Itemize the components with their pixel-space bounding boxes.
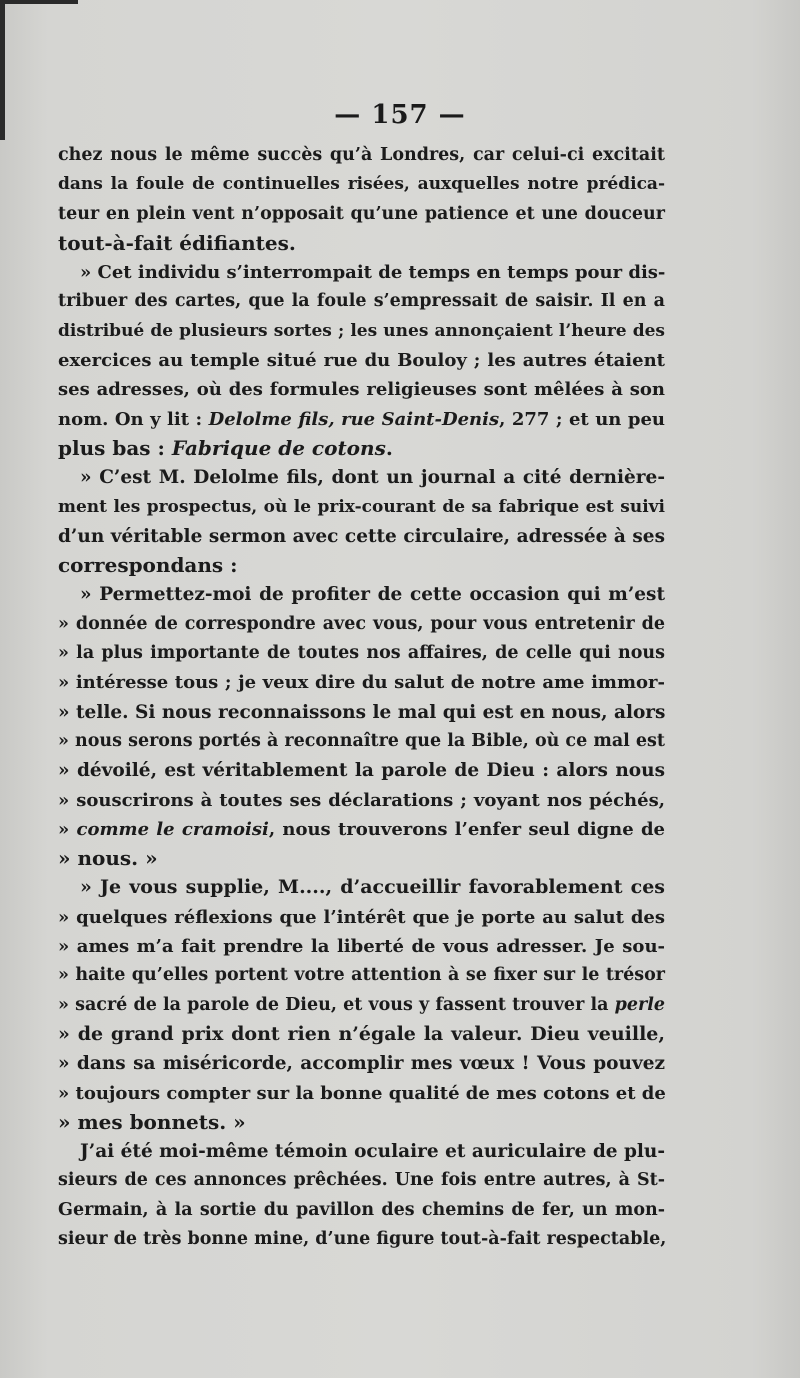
text-line: ment les prospectus, où le prix-courant de sa fabrique est suivi (58, 496, 665, 517)
text-line: » dévoilé, est véritablement la parole de Dieu : alors nous (58, 760, 665, 782)
text-line: d’un véritable sermon avec cette circulaire, adressée à ses (58, 525, 665, 547)
text-line: Germain, à la sortie du pavillon des chemins de fer, un mon- (58, 1199, 665, 1220)
text-line: » dans sa miséricorde, accomplir mes vœux ! Vous pouvez (58, 1053, 665, 1075)
text-line: » la plus importante de toutes nos affaires, de celle qui nous (58, 643, 665, 664)
text-line: » mes bonnets. » (58, 1109, 246, 1134)
text-line: distribué de plusieurs sortes ; les unes annonçaient l’heure des (58, 320, 665, 341)
text-line: » donnée de correspondre avec vous, pour vous entretenir de (58, 613, 665, 634)
text-line: sieur de très bonne mine, d’une figure tout-à-fait respectable, (58, 1228, 667, 1249)
text-line: chez nous le même succès qu’à Londres, car celui-ci excitait (58, 145, 665, 165)
text-line: » sacré de la parole de Dieu, et vous y fassent trouver la perle (58, 994, 665, 1015)
text-line: » Permettez-moi de profiter de cette occasion qui m’est (80, 584, 665, 606)
emphasis-text: perle (614, 994, 665, 1015)
text-line: » souscrirons à toutes ses déclarations ; voyant nos péchés, (58, 789, 665, 811)
emphasis-text: Delolme fils, rue Saint-Denis (208, 408, 500, 430)
text-line: plus bas : Fabrique de cotons. (58, 435, 393, 460)
text-line: » ames m’a fait prendre la liberté de vous adresser. Je sou- (58, 936, 665, 958)
text-line: tout-à-fait édifiantes. (58, 230, 296, 255)
text-line: dans la foule de continuelles risées, auxquelles notre prédica- (58, 174, 665, 195)
text-line: » Cet individu s’interrompait de temps en temps pour dis- (80, 262, 666, 284)
body-text (58, 141, 665, 1254)
text-line: nom. On y lit : Delolme fils, rue Saint-Denis, 277 ; et un peu (58, 408, 665, 430)
text-line: J’ai été moi-même témoin oculaire et auriculaire de plu- (80, 1141, 666, 1163)
text-line: » intéresse tous ; je veux dire du salut de notre ame immor- (58, 672, 665, 694)
emphasis-text: comme le cramoisi (76, 818, 269, 840)
text-line: ses adresses, où des formules religieuses sont mêlées à son (58, 379, 665, 401)
text-line: » de grand prix dont rien n’égale la valeur. Dieu veuille, (58, 1022, 665, 1045)
text-line: exercices au temple situé rue du Bouloy ; les autres étaient (58, 350, 665, 372)
text-line: » nous. » (58, 846, 158, 871)
page-number: — 157 — (334, 100, 466, 130)
text-line: teur en plein vent n’opposait qu’une patience et une douceur (58, 203, 665, 224)
text-line: » quelques réflexions que l’intérêt que je porte au salut des (58, 906, 665, 928)
text-line: tribuer des cartes, que la foule s’empressait de saisir. Il en a (58, 291, 665, 312)
text-line: » telle. Si nous reconnaissons le mal qui est en nous, alors (58, 701, 666, 723)
text-line: » comme le cramoisi, nous trouverons l’enfer seul digne de (58, 818, 665, 840)
text-line: » Je vous supplie, M...., d’accueillir favorablement ces (80, 876, 665, 899)
text-line: correspondans : (58, 553, 238, 578)
text-line: » nous serons portés à reconnaître que la Bible, où ce mal est (58, 730, 665, 751)
text-line: » haite qu’elles portent votre attention à se fixer sur le trésor (58, 965, 665, 986)
emphasis-text: Fabrique de cotons (171, 435, 386, 460)
text-line: » toujours compter sur la bonne qualité de mes cotons et de (58, 1082, 666, 1104)
scan-border-top (0, 0, 78, 4)
text-line: » C’est M. Delolme fils, dont un journal a cité dernière- (80, 467, 665, 489)
text-line: sieurs de ces annonces prêchées. Une fois entre autres, à St- (58, 1170, 665, 1191)
